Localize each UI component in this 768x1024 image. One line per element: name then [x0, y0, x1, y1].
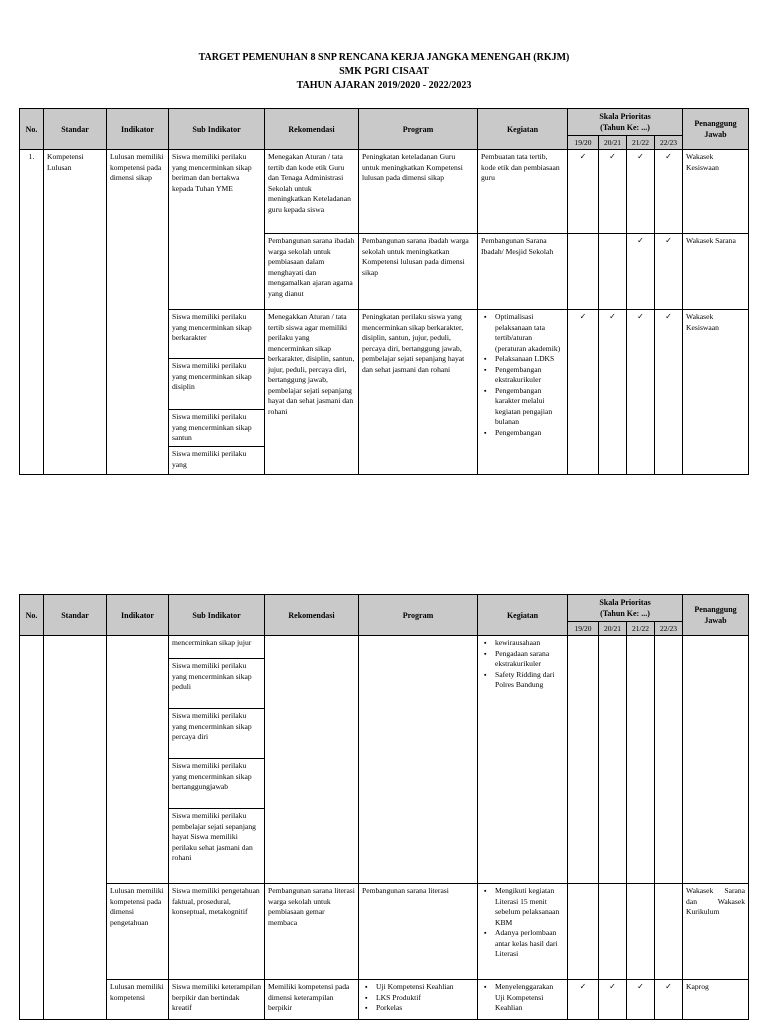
program-cell — [359, 980, 478, 1020]
kegiatan-list — [481, 312, 564, 438]
check-mark: ✓ — [655, 234, 683, 310]
check-empty — [627, 636, 655, 884]
check-empty — [568, 884, 599, 980]
indikator-cell: Lulusan memiliki kompetensi pada dimensi pengetahuan — [107, 884, 169, 980]
year-2021: 20/21 — [599, 622, 627, 636]
kegiatan-cell: Pembangunan Sarana Ibadah/ Mesjid Sekolah — [478, 234, 568, 310]
col-program: Program — [359, 595, 478, 636]
col-sub-indikator: Sub Indikator — [169, 595, 265, 636]
check-mark: ✓ — [627, 234, 655, 310]
check-mark: ✓ — [627, 310, 655, 475]
check-mark: ✓ — [599, 150, 627, 234]
check-mark: ✓ — [627, 150, 655, 234]
check-mark: ✓ — [599, 310, 627, 475]
table-row — [20, 150, 749, 234]
sub-indikator-cell: Siswa memiliki perilaku yang mencerminkan sikap santun — [169, 410, 265, 447]
list-item: ▪ Pelaksanaan LDKS — [495, 354, 564, 365]
year-2122: 21/22 — [627, 136, 655, 150]
list-item-continued: ▪ kewirausahaan — [495, 638, 564, 649]
check-mark: ✓ — [655, 980, 683, 1020]
col-penanggung-jawab: Penanggung Jawab — [683, 595, 749, 636]
kegiatan-list — [481, 982, 564, 1014]
rekomendasi-cell — [265, 636, 359, 884]
list-item: ▪ Pengembangan — [495, 428, 564, 439]
sub-indikator-cell: Siswa memiliki perilaku pembelajar sejati sepanjang hayat Siswa memiliki perilaku sehat jasmani dan rohani — [169, 809, 265, 884]
penanggung-jawab-cell: Wakasek Kesiswaan — [683, 310, 749, 475]
standar-cell: Kompetensi Lulusan — [44, 150, 107, 475]
indikator-cell — [107, 636, 169, 884]
list-item: ▪ Optimalisasi pelaksanaan tata tertib/aturan (peraturan akademik) — [495, 312, 564, 354]
list-item: ▪ Pengembangan ekstrakurikuler — [495, 365, 564, 386]
sub-indikator-cell: Siswa memiliki perilaku yang mencerminkan sikap beriman dan bertakwa kepada Tuhan YME — [169, 150, 265, 310]
col-skala-prioritas: Skala Prioritas (Tahun Ke: ...) — [568, 595, 683, 622]
check-empty — [655, 636, 683, 884]
check-empty — [599, 884, 627, 980]
year-2223: 22/23 — [655, 136, 683, 150]
col-standar: Standar — [44, 595, 107, 636]
col-rekomendasi: Rekomendasi — [265, 595, 359, 636]
indikator-cell: Lulusan memiliki kompetensi — [107, 980, 169, 1020]
sub-indikator-cell: Siswa memiliki perilaku yang mencerminkan sikap disiplin — [169, 359, 265, 410]
col-no: No. — [20, 595, 44, 636]
standar-cell — [44, 636, 107, 1020]
list-item: ▪ Menyelenggarakan Uji Kompetensi Keahlian — [495, 982, 564, 1014]
check-empty — [568, 636, 599, 884]
program-cell: Peningkatan keteladanan Guru untuk meningkatkan Kompetensi lulusan pada dimensi sikap — [359, 150, 478, 234]
list-item: ▪ Safety Ridding dari Polres Bandung — [495, 670, 564, 691]
kegiatan-list — [481, 638, 564, 691]
kegiatan-cell — [478, 310, 568, 475]
penanggung-jawab-cell: Wakasek Sarana — [683, 234, 749, 310]
indikator-cell: Lulusan memiliki kompetensi pada dimensi sikap — [107, 150, 169, 475]
table-row — [20, 884, 749, 980]
col-sub-indikator: Sub Indikator — [169, 109, 265, 150]
check-empty — [655, 884, 683, 980]
row-number: 1. — [20, 150, 44, 475]
list-item: ▪ Porkelas — [376, 1003, 474, 1014]
check-empty — [627, 884, 655, 980]
col-rekomendasi: Rekomendasi — [265, 109, 359, 150]
col-indikator: Indikator — [107, 595, 169, 636]
rekomendasi-cell: Memiliki kompetensi pada dimensi keterampilan berpikir — [265, 980, 359, 1020]
sub-indikator-cell: Siswa memiliki perilaku yang mencerminkan sikap bertanggungjawab — [169, 759, 265, 809]
list-item: ▪ Pengembangan karakter melalui kegiatan pengajian bulanan — [495, 386, 564, 428]
check-mark: ✓ — [568, 310, 599, 475]
kegiatan-cell — [478, 980, 568, 1020]
col-penanggung-jawab: Penanggung Jawab — [683, 109, 749, 150]
penanggung-jawab-cell: Kaprog — [683, 980, 749, 1020]
sub-indikator-cell: Siswa memiliki keterampilan berpikir dan bertindak kreatif — [169, 980, 265, 1020]
year-2223: 22/23 — [655, 622, 683, 636]
rekomendasi-cell: Pembangunan sarana literasi warga sekolah untuk pembiasaan gemar membaca — [265, 884, 359, 980]
table-row — [20, 980, 749, 1020]
col-program: Program — [359, 109, 478, 150]
sub-indikator-cell: Siswa memiliki perilaku yang mencerminkan sikap peduli — [169, 659, 265, 709]
col-indikator: Indikator — [107, 109, 169, 150]
rekomendasi-cell: Menegakkan Aturan / tata tertib siswa agar memiliki perilaku yang mencerminkan sikap berkarakter, disiplin, santun, jujur, peduli, percaya diri, bertanggung jawab, pembelajar sejati sepanjang hayat dan sehat jasmani dan rohani — [265, 310, 359, 475]
penanggung-jawab-cell: Wakasek Sarana dan Wakasek Kurikulum — [683, 884, 749, 980]
check-mark: ✓ — [599, 980, 627, 1020]
sub-indikator-cell: Siswa memiliki perilaku yang — [169, 447, 265, 475]
year-1920: 19/20 — [568, 136, 599, 150]
penanggung-jawab-cell: Wakasek Kesiswaan — [683, 150, 749, 234]
col-standar: Standar — [44, 109, 107, 150]
rkjm-table-page1 — [19, 108, 749, 475]
program-cell: Pembangunan sarana literasi — [359, 884, 478, 980]
check-empty — [599, 234, 627, 310]
kegiatan-cell: Pembuatan tata tertib, kode etik dan pembiasaan guru — [478, 150, 568, 234]
title-line-1: TARGET PEMENUHAN 8 SNP RENCANA KERJA JANGKA MENENGAH (RKJM) — [198, 52, 570, 63]
col-skala-prioritas: Skala Prioritas (Tahun Ke: ...) — [568, 109, 683, 136]
check-mark: ✓ — [568, 980, 599, 1020]
check-mark: ✓ — [568, 150, 599, 234]
program-list — [362, 982, 474, 1014]
sub-indikator-cell: mencerminkan sikap jujur — [169, 636, 265, 659]
table-row — [20, 636, 749, 659]
program-cell — [359, 636, 478, 884]
title-line-3: TAHUN AJARAN 2019/2020 - 2022/2023 — [296, 80, 472, 91]
col-kegiatan: Kegiatan — [478, 595, 568, 636]
sub-indikator-cell: Siswa memiliki perilaku yang mencerminkan sikap berkarakter — [169, 310, 265, 359]
year-2021: 20/21 — [599, 136, 627, 150]
rekomendasi-cell: Menegakan Aturan / tata tertib dan kode etik Guru dan Tenaga Administrasi Sekolah untuk meningkatkan Keteladanan guru kepada siswa — [265, 150, 359, 234]
list-item: ▪ Adanya perlombaan antar kelas hasil dari Literasi — [495, 928, 564, 960]
title-line-2: SMK PGRI CISAAT — [339, 66, 429, 77]
sub-indikator-cell: Siswa memiliki pengetahuan faktual, prosedural, konseptual, metakognitif — [169, 884, 265, 980]
list-item: ▪ Pengadaan sarana ekstrakurikuler — [495, 649, 564, 670]
document-title — [0, 51, 768, 93]
list-item: ▪ LKS Produktif — [376, 993, 474, 1004]
check-empty — [599, 636, 627, 884]
kegiatan-list — [481, 886, 564, 960]
row-number — [20, 636, 44, 1020]
check-mark: ✓ — [627, 980, 655, 1020]
sub-indikator-cell: Siswa memiliki perilaku yang mencerminkan sikap percaya diri — [169, 709, 265, 759]
penanggung-jawab-cell — [683, 636, 749, 884]
program-cell: Pembangunan sarana ibadah warga sekolah untuk meningkatkan Kompetensi lulusan pada dimensi sikap — [359, 234, 478, 310]
check-mark: ✓ — [655, 150, 683, 234]
rkjm-table-page2 — [19, 594, 749, 1020]
col-kegiatan: Kegiatan — [478, 109, 568, 150]
list-item: ▪ Uji Kompetensi Keahlian — [376, 982, 474, 993]
col-no: No. — [20, 109, 44, 150]
kegiatan-cell — [478, 884, 568, 980]
year-1920: 19/20 — [568, 622, 599, 636]
rekomendasi-cell: Pembangunan sarana ibadah warga sekolah untuk pembiasaan dalam menghayati dan mengamalkan ajaran agama yang dianut — [265, 234, 359, 310]
year-2122: 21/22 — [627, 622, 655, 636]
check-mark: ✓ — [655, 310, 683, 475]
program-cell: Peningkatan perilaku siswa yang mencerminkan sikap berkarakter, disiplin, santun, jujur, peduli, percaya diri, bertanggung jawab, pembelajar sejati sepanjang hayat dan sehat jasmani dan rohani — [359, 310, 478, 475]
check-empty — [568, 234, 599, 310]
kegiatan-cell — [478, 636, 568, 884]
list-item: ▪ Mengikuti kegiatan Literasi 15 menit sebelum pelaksanaan KBM — [495, 886, 564, 928]
